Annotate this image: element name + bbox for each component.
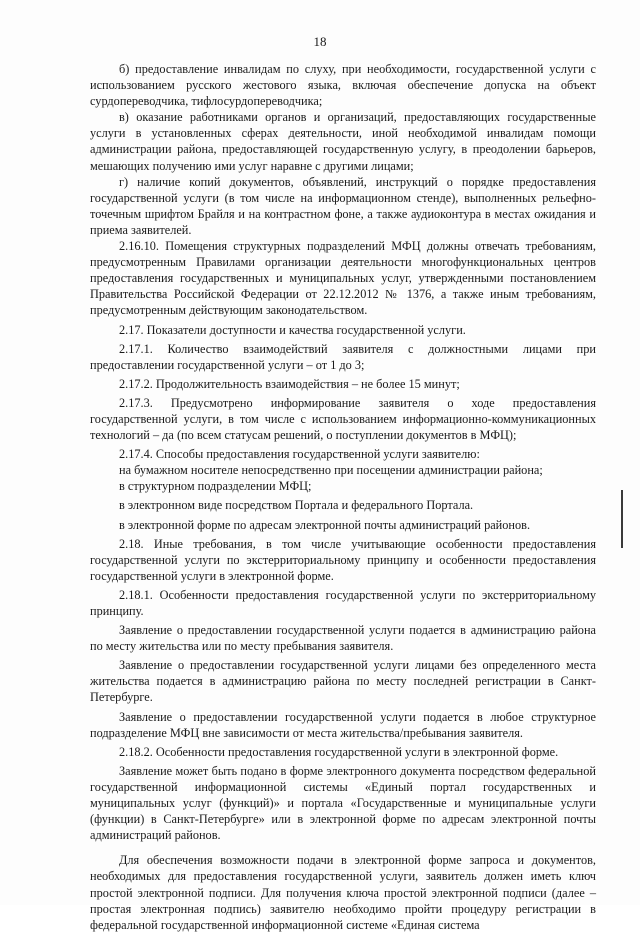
page-number: 18 xyxy=(313,34,327,49)
paragraph-2-17-2: 2.17.2. Продолжительность взаимодействия – не более 15 минут; xyxy=(119,376,460,391)
paragraph-2-17-heading: 2.17. Показатели доступности и качества государственной услуги. xyxy=(119,322,466,337)
method-portal: в электронном виде посредством Портала и федерального Портала. xyxy=(119,498,474,513)
method-mfc: в структурном подразделении МФЦ; xyxy=(119,479,312,494)
paragraph-electronic-2: Для обеспечения возможности подачи в электронной форме запроса и документов, необходимых для предоставления государственной услуги, заявитель должен иметь ключ простой электронной подписи. Для получения ключа простой электронной подписи (далее – простая электронная подпись) заявителю необходимо пройти процедуру регистрации в федеральной государственной информационной системе «Единая система xyxy=(90,853,596,932)
paragraph-extraterritorial-3: Заявление о предоставлении государственной услуги подается в любое структурное подразделение МФЦ вне зависимости от места жительства/пребывания заявителя. xyxy=(90,709,596,740)
document-body xyxy=(90,61,596,933)
method-paper: на бумажном носителе непосредственно при посещении администрации района; xyxy=(119,463,543,478)
paragraph-2-16-9-b: б) предоставление инвалидам по слуху, при необходимости, государственной услуги с использованием русского жестового языка, включая обеспечение допуска на объект сурдопереводчика, тифлосурдопереводчика; xyxy=(90,62,596,109)
scan-edge-mark xyxy=(621,490,623,548)
paragraph-2-18-1: 2.18.1. Особенности предоставления государственной услуги по экстерриториальному принципу. xyxy=(90,587,596,618)
paragraph-2-18-2: 2.18.2. Особенности предоставления государственной услуги в электронной форме. xyxy=(119,744,559,759)
paragraph-2-16-9-g: г) наличие копий документов, объявлений, инструкций о порядке предоставления государственной услуги (в том числе на информационном стенде), выполненных рельефно-точечным шрифтом Брайля и на контрастном фоне, а также аудиоконтура в местах ожидания и приема заявителей. xyxy=(90,174,596,237)
paragraph-extraterritorial-1: Заявление о предоставлении государственной услуги подается в администрацию района по месту жительства или по месту пребывания заявителя. xyxy=(90,623,596,654)
method-email: в электронной форме по адресам электронной почты администраций районов. xyxy=(119,517,531,532)
paragraph-2-17-3: 2.17.3. Предусмотрено информирование заявителя о ходе предоставления государственной услуги, в том числе с использованием информационно-коммуникационных технологий – да (по всем статусам решений, о поступлении документов в МФЦ); xyxy=(90,395,596,443)
paragraph-electronic-1: Заявление может быть подано в форме электронного документа посредством федеральной государственной информационной системы «Единый портал государственных и муниципальных услуг (функций)» и портала «Государственные и муниципальные услуги (функции) в Санкт-Петербурге» или в электронной форме по адресам электронной почты администраций районов. xyxy=(90,763,596,843)
paragraph-extraterritorial-2: Заявление о предоставлении государственной услуги лицами без определенного места жительства подается в администрацию района по месту последней регистрации в Санкт-Петербурге. xyxy=(90,658,596,705)
paragraph-2-17-1: 2.17.1. Количество взаимодействий заявителя с должностными лицами при предоставлении государственной услуги – от 1 до 3; xyxy=(90,341,596,372)
paragraph-2-18: 2.18. Иные требования, в том числе учитывающие особенности предоставления государственной услуги по экстерриториальному принципу и особенности предоставления государственной услуги в электронной форме. xyxy=(90,536,596,583)
paragraph-2-17-4: 2.17.4. Способы предоставления государственной услуги заявителю: xyxy=(119,447,480,462)
paragraph-2-16-9-v: в) оказание работниками органов и организаций, предоставляющих государственные услуги в установленных сферах деятельности, иной необходимой инвалидам помощи администрации района, предоставляющей государственную услугу, в преодолении барьеров, мешающих получению ими услуг наравне с другими лицами; xyxy=(90,110,596,173)
paragraph-2-16-10: 2.16.10. Помещения структурных подразделений МФЦ должны отвечать требованиям, предусмотренным Правилами организации деятельности многофункциональных центров предоставления государственных и муниципальных услуг, утвержденными постановлением Правительства Российской Федерации от 22.12.2012 № 1376, а также иным требованиям, предусмотренным действующим законодательством. xyxy=(90,239,596,318)
